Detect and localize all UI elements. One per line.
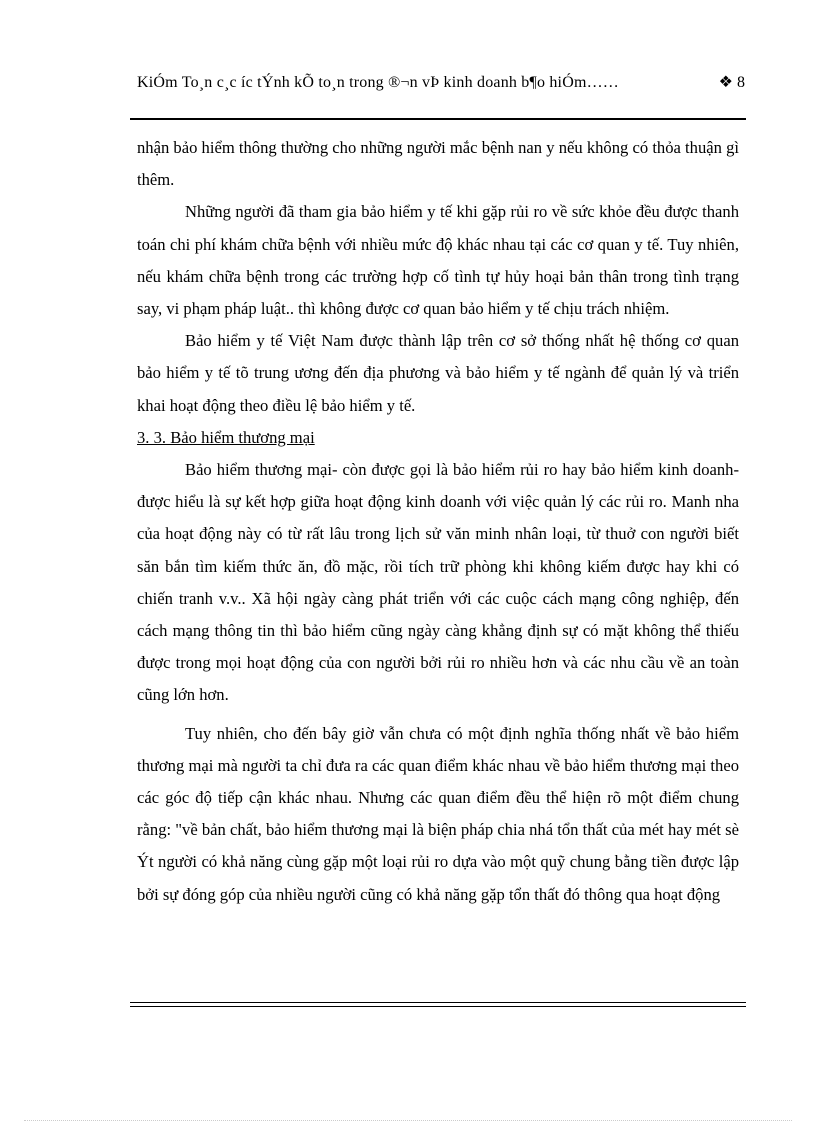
paragraph: Những người đã tham gia bảo hiểm y tế khi gặp rủi ro về sức khỏe đều được thanh toán chi phí khám chữa bệnh với nhiều mức độ khác nhau tại các cơ quan y tế. Tuy nhiên, nếu khám chữa bệnh trong các trường hợp cố tình tự hủy hoại bản thân trong tình trạng say, vi phạm pháp luật.. thì không được cơ quan bảo hiểm y tế chịu trách nhiệm.: [137, 202, 739, 319]
header-title: KiÓm To¸n c¸c íc tÝnh kÕ to¸n trong ®¬n vÞ kinh doanh b¶o hiÓm……: [137, 74, 619, 91]
paragraph: nhận bảo hiểm thông thường cho những người mắc bệnh nan y nếu không có thỏa thuận gì thêm.: [137, 138, 739, 190]
paragraph: Bảo hiểm y tế Việt Nam được thành lập trên cơ sở thống nhất hệ thống cơ quan bảo hiểm y tế tõ trung ương đến địa phương và bảo hiểm y tế ngành để quản lý và triển khai hoạt động theo điều lệ bảo hiểm y tế.: [137, 331, 739, 415]
header-divider: [130, 118, 746, 120]
footer-divider: [130, 1002, 746, 1007]
section-heading: 3. 3. Bảo hiểm thương mại: [137, 427, 315, 447]
page-number: ❖ 8: [718, 74, 745, 91]
page-edge-divider: [24, 1120, 792, 1121]
document-body: [137, 132, 739, 911]
page-header: [137, 72, 745, 120]
paragraph: Bảo hiểm thương mại- còn được gọi là bảo hiểm rủi ro hay bảo hiểm kinh doanh- được hiểu là sự kết hợp giữa hoạt động kinh doanh với việc quản lý các rủi ro. Manh nha của hoạt động này có từ rất lâu trong lịch sử văn minh nhân loại, từ thuở con người biết săn bắn tìm kiếm thức ăn, đồ mặc, rồi tích trữ phòng khi không kiếm được hay khi có chiến tranh v.v.. Xã hội ngày càng phát triển với các cuộc cách mạng công nghiệp, đến cách mạng thông tin thì bảo hiểm cũng ngày càng khẳng định sự có mặt không thể thiếu được trong mọi hoạt động của con người bởi rủi ro nhiều hơn và các nhu cầu về an toàn cũng lớn hơn.: [137, 460, 739, 705]
paragraph: Tuy nhiên, cho đến bây giờ vẫn chưa có một định nghĩa thống nhất về bảo hiểm thương mại mà người ta chỉ đưa ra các quan điểm khác nhau về bảo hiểm thương mại theo các góc độ tiếp cận khác nhau. Nhưng các quan điểm đều thể hiện rõ một điểm chung rằng: "về bản chất, bảo hiểm thương mại là biện pháp chia nhá tổn thất của mét hay mét sè Ýt người có khả năng cùng gặp một loại rủi ro dựa vào một quỹ chung bằng tiền được lập bởi sự đóng góp của nhiều người cũng có khả năng gặp tổn thất đó thông qua hoạt động: [137, 723, 739, 904]
